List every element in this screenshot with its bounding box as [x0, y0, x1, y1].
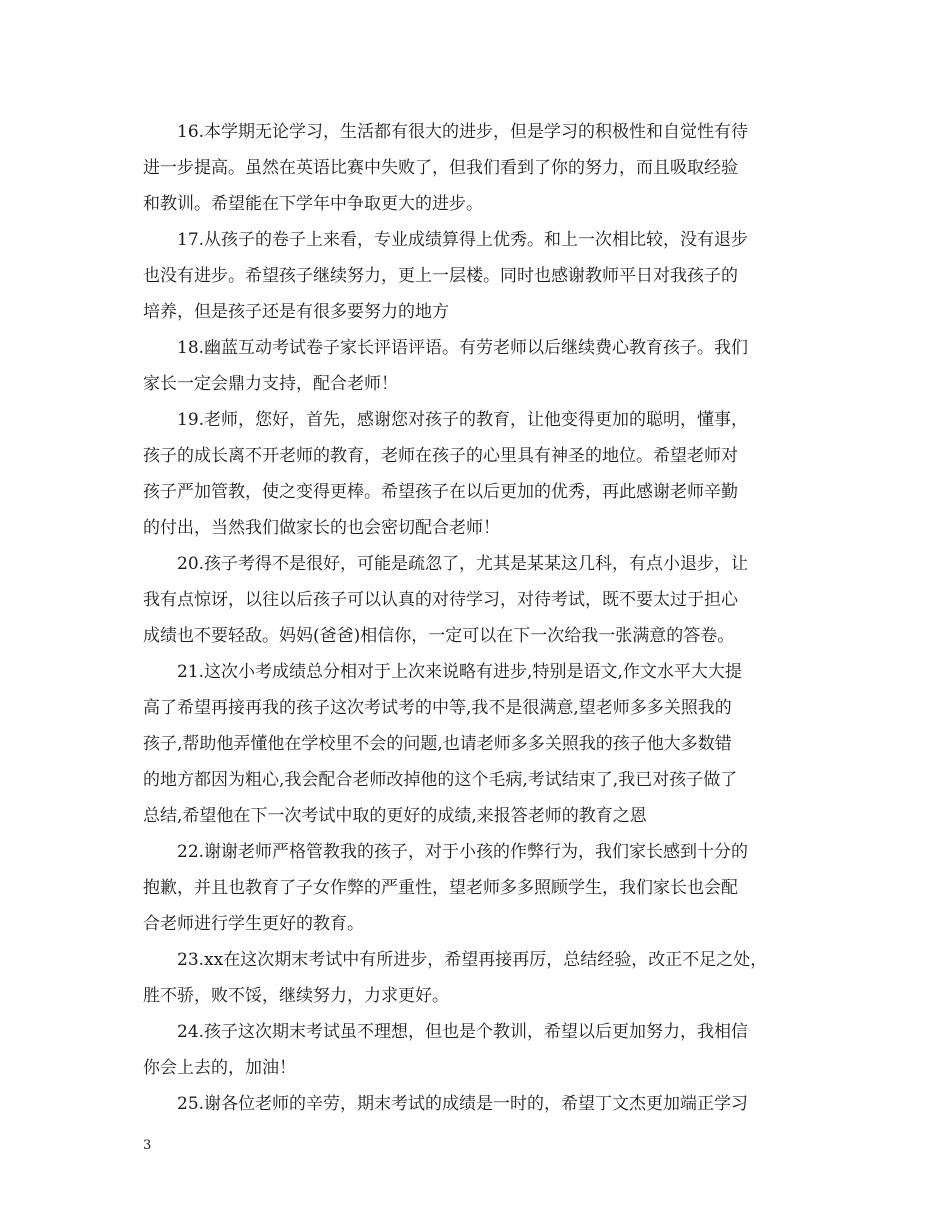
paragraph-line: 22.谢谢老师严格管教我的孩子，对于小孩的作弊行为，我们家长感到十分的: [177, 842, 749, 862]
document-body: [143, 114, 833, 1122]
paragraph-line: 也没有进步。希望孩子继续努力，更上一层楼。同时也感谢教师平日对我孩子的: [143, 266, 738, 286]
paragraph-line: 高了希望再接再我的孩子这次考试考的中等,我不是很满意,望老师多多关照我的: [143, 698, 732, 718]
paragraph-line: 你会上去的，加油！: [143, 1058, 296, 1078]
paragraph-line: 孩子,帮助他弄懂他在学校里不会的问题,也请老师多多关照我的孩子他大多数错: [143, 734, 732, 754]
paragraph: [143, 546, 833, 654]
paragraph-line: 18.幽蓝互动考试卷子家长评语评语。有劳老师以后继续费心教育孩子。我们: [177, 338, 749, 358]
paragraph-line: 20.孩子考得不是很好，可能是疏忽了，尤其是某某这几科，有点小退步，让: [177, 554, 749, 574]
paragraph: [143, 834, 833, 942]
paragraph-line: 25.谢各位老师的辛劳，期末考试的成绩是一时的，希望丁文杰更加端正学习: [177, 1094, 749, 1114]
paragraph: [143, 942, 833, 1014]
paragraph-line: 家长一定会鼎力支持，配合老师！: [143, 374, 398, 394]
paragraph: [143, 222, 833, 330]
paragraph: [143, 402, 833, 546]
paragraph-line: 孩子的成长离不开老师的教育，老师在孩子的心里具有神圣的地位。希望老师对: [143, 446, 738, 466]
paragraph-line: 21.这次小考成绩总分相对于上次来说略有进步,特别是语文,作文水平大大提: [177, 662, 742, 682]
paragraph-line: 我有点惊讶，以往以后孩子可以认真的对待学习，对待考试，既不要太过于担心: [143, 590, 738, 610]
paragraph: [143, 114, 833, 222]
paragraph-line: 23.xx在这次期末考试中有所进步，希望再接再厉，总结经验，改正不足之处，: [177, 950, 768, 970]
paragraph-line: 进一步提高。虽然在英语比赛中失败了，但我们看到了你的努力，而且吸取经验: [143, 158, 738, 178]
paragraph-line: 总结,希望他在下一次考试中取的更好的成绩,来报答老师的教育之恩: [143, 806, 647, 826]
paragraph-line: 16.本学期无论学习，生活都有很大的进步，但是学习的积极性和自觉性有待: [177, 122, 749, 142]
paragraph: [143, 1086, 833, 1122]
page-number: 3: [143, 1138, 152, 1153]
paragraph-line: 抱歉，并且也教育了子女作弊的严重性，望老师多多照顾学生，我们家长也会配: [143, 878, 738, 898]
paragraph-line: 孩子严加管教，使之变得更棒。希望孩子在以后更加的优秀，再此感谢老师辛勤: [143, 482, 738, 502]
paragraph-line: 成绩也不要轻敌。妈妈(爸爸)相信你，一定可以在下一次给我一张满意的答卷。: [143, 626, 735, 646]
paragraph: [143, 330, 833, 402]
paragraph-line: 和教训。希望能在下学年中争取更大的进步。: [143, 194, 483, 214]
paragraph-line: 17.从孩子的卷子上来看，专业成绩算得上优秀。和上一次相比较，没有退步: [177, 230, 749, 250]
paragraph-line: 合老师进行学生更好的教育。: [143, 914, 364, 934]
paragraph-line: 24.孩子这次期末考试虽不理想，但也是个教训，希望以后更加努力，我相信: [177, 1022, 749, 1042]
paragraph-line: 的付出，当然我们做家长的也会密切配合老师！: [143, 518, 500, 538]
paragraph-line: 19.老师，您好，首先，感谢您对孩子的教育，让他变得更加的聪明，懂事，: [177, 410, 749, 430]
paragraph-line: 培养，但是孩子还是有很多要努力的地方: [143, 302, 449, 322]
paragraph-line: 胜不骄，败不馁，继续努力，力求更好。: [143, 986, 449, 1006]
paragraph: [143, 1014, 833, 1086]
paragraph: [143, 654, 833, 834]
paragraph-line: 的地方都因为粗心,我会配合老师改掉他的这个毛病,考试结束了,我已对孩子做了: [143, 770, 738, 790]
